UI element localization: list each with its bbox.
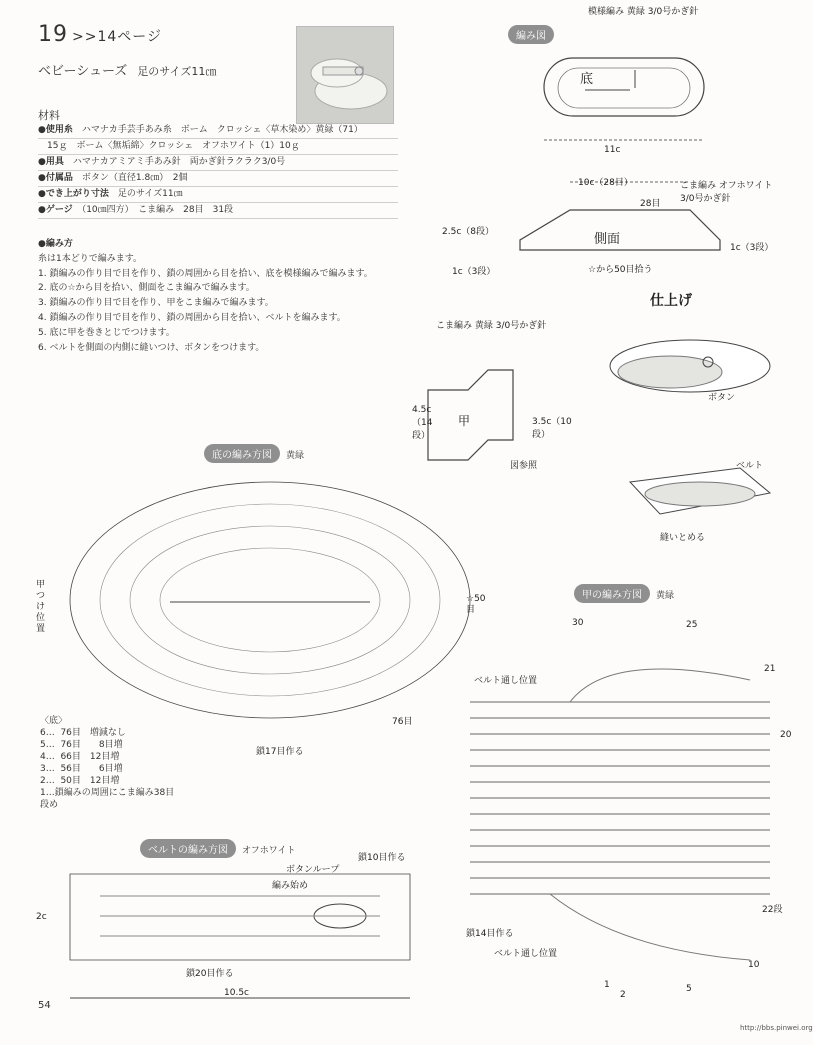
side-height: 2.5c（8段） [442,227,494,237]
sole-table-row: 1…鎖編みの周囲にこま編み38目 [40,788,175,798]
instruction-step: 6. ベルトを側面の内側に縫いつけ、ボタンをつけます。 [38,342,265,353]
pattern-number-value: 19 [38,22,68,47]
sole-name: 底 [580,72,594,87]
sole-table-axis: 段め [40,800,59,810]
chain20-label: 鎖20目作る [186,969,234,979]
instructions [38,237,408,355]
instruction-step: 4. 鎖編みの作り目で目を作り、鎖の周囲から目を拾い、ベルトを編みます。 [38,312,346,323]
instep-row-5: 5 [686,984,692,994]
instep-ref: 図参照 [510,461,538,471]
belt-chart-label: ベルトの編み方図 オフホワイト [140,838,295,858]
sole-table-row: 4… 66目 12目増 [40,752,120,762]
instruction-step: 1. 鎖編みの作り目で目を作り、鎖の周囲から目を拾い、底を模様編みで編みます。 [38,268,373,279]
title-text: ベビーシューズ [38,64,128,79]
knit-diagram-label: 編み図 [508,24,554,44]
belt-position-top: ベルト通し位置 [474,676,538,686]
instruction-step: 3. 鎖編みの作り目で目を作り、甲をこま編みで編みます。 [38,298,274,309]
page-reference: >>14ページ [72,29,162,45]
instruction-step: 5. 底に甲を巻きとじでつけます。 [38,327,175,338]
pattern-title [38,60,216,79]
side-rows: 28目 [640,199,661,209]
product-photo [296,26,394,124]
sole-chart-label: 底の編み方図 黄緑 [204,443,304,463]
finishing-title: 仕上げ [650,293,692,309]
sole-table-row: 6… 76目 増減なし [40,728,126,738]
instep-name: 甲 [458,414,471,428]
belt-height-label: 2c [36,912,47,922]
instep-row-1: 1 [604,980,610,990]
sole-chart [60,460,486,730]
instep-height: 4.5c（14段） [412,405,433,441]
instep-chain14: 鎖14目作る [466,929,514,939]
instep-pattern-note: こま編み 黄緑 3/0号かぎ針 [436,321,547,331]
material-row: ●使用糸 ハマナカ手芸手あみ糸 ボーム クロッシェ〈草木染め〉黄緑（71） [38,123,398,139]
button-label: ボタン [708,393,736,403]
belt-label: ベルト [736,461,764,471]
side-name: 側面 [594,232,621,247]
side-width: 10c（28目） [578,178,633,188]
materials-heading: 材料 [38,109,60,122]
sole-width: 11c [604,145,621,155]
belt-width-label: 10.5c [224,988,249,998]
sole-stitch-count: 76目 [392,717,413,727]
sole-chain-start: 鎖17目作る [256,747,304,757]
sole-table-title: 〈底〉 [40,716,68,726]
page-number: 54 [38,1000,51,1011]
instep-row-2: 2 [620,990,626,1000]
button-loop-label: ボタンループ [286,865,340,875]
pattern-number [38,22,162,47]
instruction-step: 2. 底の☆から目を拾い、側面をこま編みで編みます。 [38,283,255,294]
instep-row-30: 30 [572,618,584,628]
instep-position-label: 甲つけ位置 [36,580,46,634]
instructions-heading: ●編み方 [38,239,73,249]
sew-label: 縫いとめる [660,533,706,543]
size-note: 足のサイズ11㎝ [137,65,217,78]
instructions-intro: 糸は1本どりで編みます。 [38,253,143,264]
instep-depth: 3.5c（10段） [532,417,572,440]
instep-row-10: 10 [748,960,760,970]
belt-start-label: 編み始め [272,881,309,891]
instep-chart-label: 甲の編み方図 黄緑 [574,583,674,603]
material-row: ●付属品 ボタン（直径1.8㎝） 2個 [38,171,398,187]
instep-row-21: 21 [764,664,776,674]
chain10-label: 鎖10目作る [358,853,406,863]
material-row: ●ゲージ （10㎝四方） こま編み 28目 31段 [38,203,398,219]
material-row: ●用具 ハマナカアミアミ手あみ針 両かぎ針ラクラク3/0号 [38,155,398,171]
material-row: 15ｇ ボーム〈無垢綿〉クロッシェ オフホワイト（1）10ｇ [38,139,398,155]
side-pick-note: ☆から50目拾う [588,265,653,275]
material-row: ●でき上がり寸法 足のサイズ11㎝ [38,187,398,203]
side-pattern-note: こま編み オフホワイト 3/0号かぎ針 [680,181,773,204]
footer-url: http://bbs.pinwei.org [740,1024,813,1032]
instep-row-25: 25 [686,620,698,630]
finishing-sketch [600,318,790,538]
sole-pattern-note: 模様編み 黄緑 3/0号かぎ針 [588,7,699,17]
sole-table-row: 2… 50目 12目増 [40,776,120,786]
sole-increase-table [40,715,174,811]
sole-table-row: 5… 76目 8目増 [40,740,123,750]
side-edge-left: 1c（3段） [452,267,496,277]
belt-position-bottom: ベルト通し位置 [494,949,558,959]
side-edge: 1c（3段） [730,243,774,253]
materials-list [38,123,398,219]
sole-table-row: 3… 56目 6目増 [40,764,123,774]
instep-row-20: 20 [780,730,792,740]
sole-star-count: ☆50目 [466,594,486,615]
instep-row-22: 22段 [762,905,783,915]
